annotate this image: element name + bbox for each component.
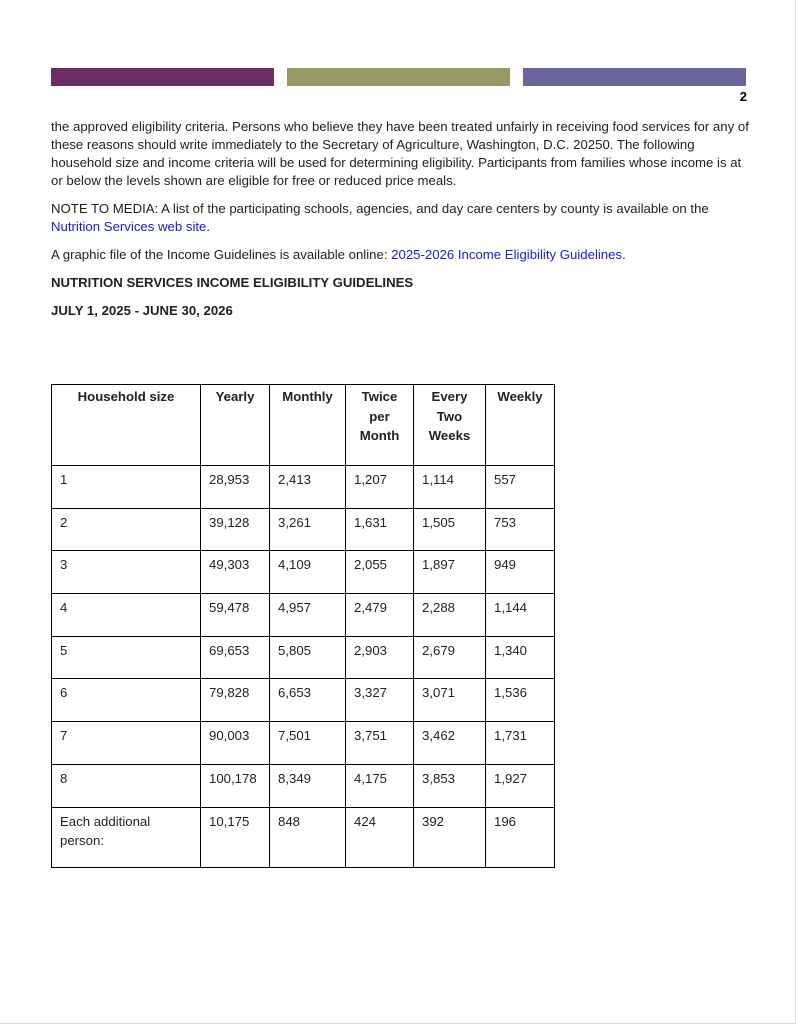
graphic-suffix: .: [622, 247, 626, 262]
cell-monthly: 4,109: [270, 551, 346, 594]
cell-every-two-weeks: 2,679: [414, 636, 486, 679]
cell-monthly: 7,501: [270, 722, 346, 765]
cell-household-size: 1: [52, 466, 201, 509]
cell-household-size: 8: [52, 764, 201, 807]
cell-weekly: 1,927: [486, 764, 555, 807]
cell-household-size: 5: [52, 636, 201, 679]
paragraph-note-to-media: [51, 200, 751, 236]
cell-weekly: 1,144: [486, 594, 555, 637]
cell-household-size: 2: [52, 508, 201, 551]
cell-twice-per-month: 2,055: [346, 551, 414, 594]
cell-yearly: 28,953: [201, 466, 270, 509]
cell-weekly: 1,536: [486, 679, 555, 722]
header-bar-purple: [51, 68, 274, 86]
graphic-text: A graphic file of the Income Guidelines is available online:: [51, 247, 392, 262]
cell-household-size: Each additional person:: [52, 807, 201, 867]
cell-every-two-weeks: 3,071: [414, 679, 486, 722]
cell-household-size: 4: [52, 594, 201, 637]
cell-weekly: 196: [486, 807, 555, 867]
cell-twice-per-month: 4,175: [346, 764, 414, 807]
note-text: NOTE TO MEDIA: A list of the participating schools, agencies, and day care centers by county is available on the: [51, 201, 709, 216]
table-row: [52, 722, 555, 765]
cell-monthly: 4,957: [270, 594, 346, 637]
body-content: [51, 118, 751, 330]
cell-every-two-weeks: 1,505: [414, 508, 486, 551]
cell-yearly: 39,128: [201, 508, 270, 551]
paragraph-eligibility: the approved eligibility criteria. Persons who believe they have been treated unfairly in receiving food services for any of these reasons should write immediately to the Secretary of Agriculture, Washington, D.C. 20250. The following household size and income criteria will be used for determining eligibility. Participants from families whose income is at or below the levels shown are eligible for free or reduced price meals.: [51, 119, 749, 188]
cell-yearly: 59,478: [201, 594, 270, 637]
cell-twice-per-month: 1,207: [346, 466, 414, 509]
table-row: [52, 636, 555, 679]
header-bar-blue: [523, 68, 746, 86]
date-range-heading: JULY 1, 2025 - JUNE 30, 2026: [51, 303, 233, 318]
cell-weekly: 1,340: [486, 636, 555, 679]
cell-every-two-weeks: 3,853: [414, 764, 486, 807]
cell-monthly: 5,805: [270, 636, 346, 679]
paragraph-graphic-file: [51, 246, 751, 264]
cell-yearly: 69,653: [201, 636, 270, 679]
nutrition-services-link[interactable]: Nutrition Services web site: [51, 219, 207, 234]
cell-twice-per-month: 2,479: [346, 594, 414, 637]
table-row: [52, 807, 555, 867]
cell-weekly: 1,731: [486, 722, 555, 765]
cell-twice-per-month: 2,903: [346, 636, 414, 679]
cell-twice-per-month: 424: [346, 807, 414, 867]
cell-weekly: 557: [486, 466, 555, 509]
cell-every-two-weeks: 1,114: [414, 466, 486, 509]
cell-every-two-weeks: 1,897: [414, 551, 486, 594]
table-header-row: [52, 385, 555, 466]
header-monthly: Monthly: [270, 385, 346, 466]
cell-yearly: 49,303: [201, 551, 270, 594]
cell-weekly: 753: [486, 508, 555, 551]
header-every-two-weeks: Every Two Weeks: [414, 385, 486, 466]
cell-household-size: 3: [52, 551, 201, 594]
cell-yearly: 100,178: [201, 764, 270, 807]
cell-yearly: 79,828: [201, 679, 270, 722]
cell-every-two-weeks: 3,462: [414, 722, 486, 765]
cell-monthly: 3,261: [270, 508, 346, 551]
header-yearly: Yearly: [201, 385, 270, 466]
cell-weekly: 949: [486, 551, 555, 594]
cell-yearly: 90,003: [201, 722, 270, 765]
table-row: [52, 466, 555, 509]
section-title: NUTRITION SERVICES INCOME ELIGIBILITY GUIDELINES: [51, 275, 414, 290]
cell-yearly: 10,175: [201, 807, 270, 867]
cell-twice-per-month: 3,327: [346, 679, 414, 722]
income-guidelines-table: [51, 384, 555, 868]
note-suffix: .: [206, 219, 211, 234]
table-row: [52, 594, 555, 637]
cell-monthly: 848: [270, 807, 346, 867]
table-row: [52, 508, 555, 551]
cell-monthly: 8,349: [270, 764, 346, 807]
cell-twice-per-month: 3,751: [346, 722, 414, 765]
header-household-size: Household size: [52, 385, 201, 466]
header-bar-olive: [287, 68, 510, 86]
table-row: [52, 551, 555, 594]
cell-twice-per-month: 1,631: [346, 508, 414, 551]
header-twice-per-month: Twice per Month: [346, 385, 414, 466]
cell-monthly: 6,653: [270, 679, 346, 722]
page-number: 2: [739, 89, 747, 104]
cell-household-size: 6: [52, 679, 201, 722]
cell-monthly: 2,413: [270, 466, 346, 509]
header-weekly: Weekly: [486, 385, 555, 466]
cell-every-two-weeks: 2,288: [414, 594, 486, 637]
table-row: [52, 679, 555, 722]
table-row: [52, 764, 555, 807]
cell-household-size: 7: [52, 722, 201, 765]
income-guidelines-link[interactable]: 2025-2026 Income Eligibility Guidelines: [391, 247, 623, 262]
cell-every-two-weeks: 392: [414, 807, 486, 867]
